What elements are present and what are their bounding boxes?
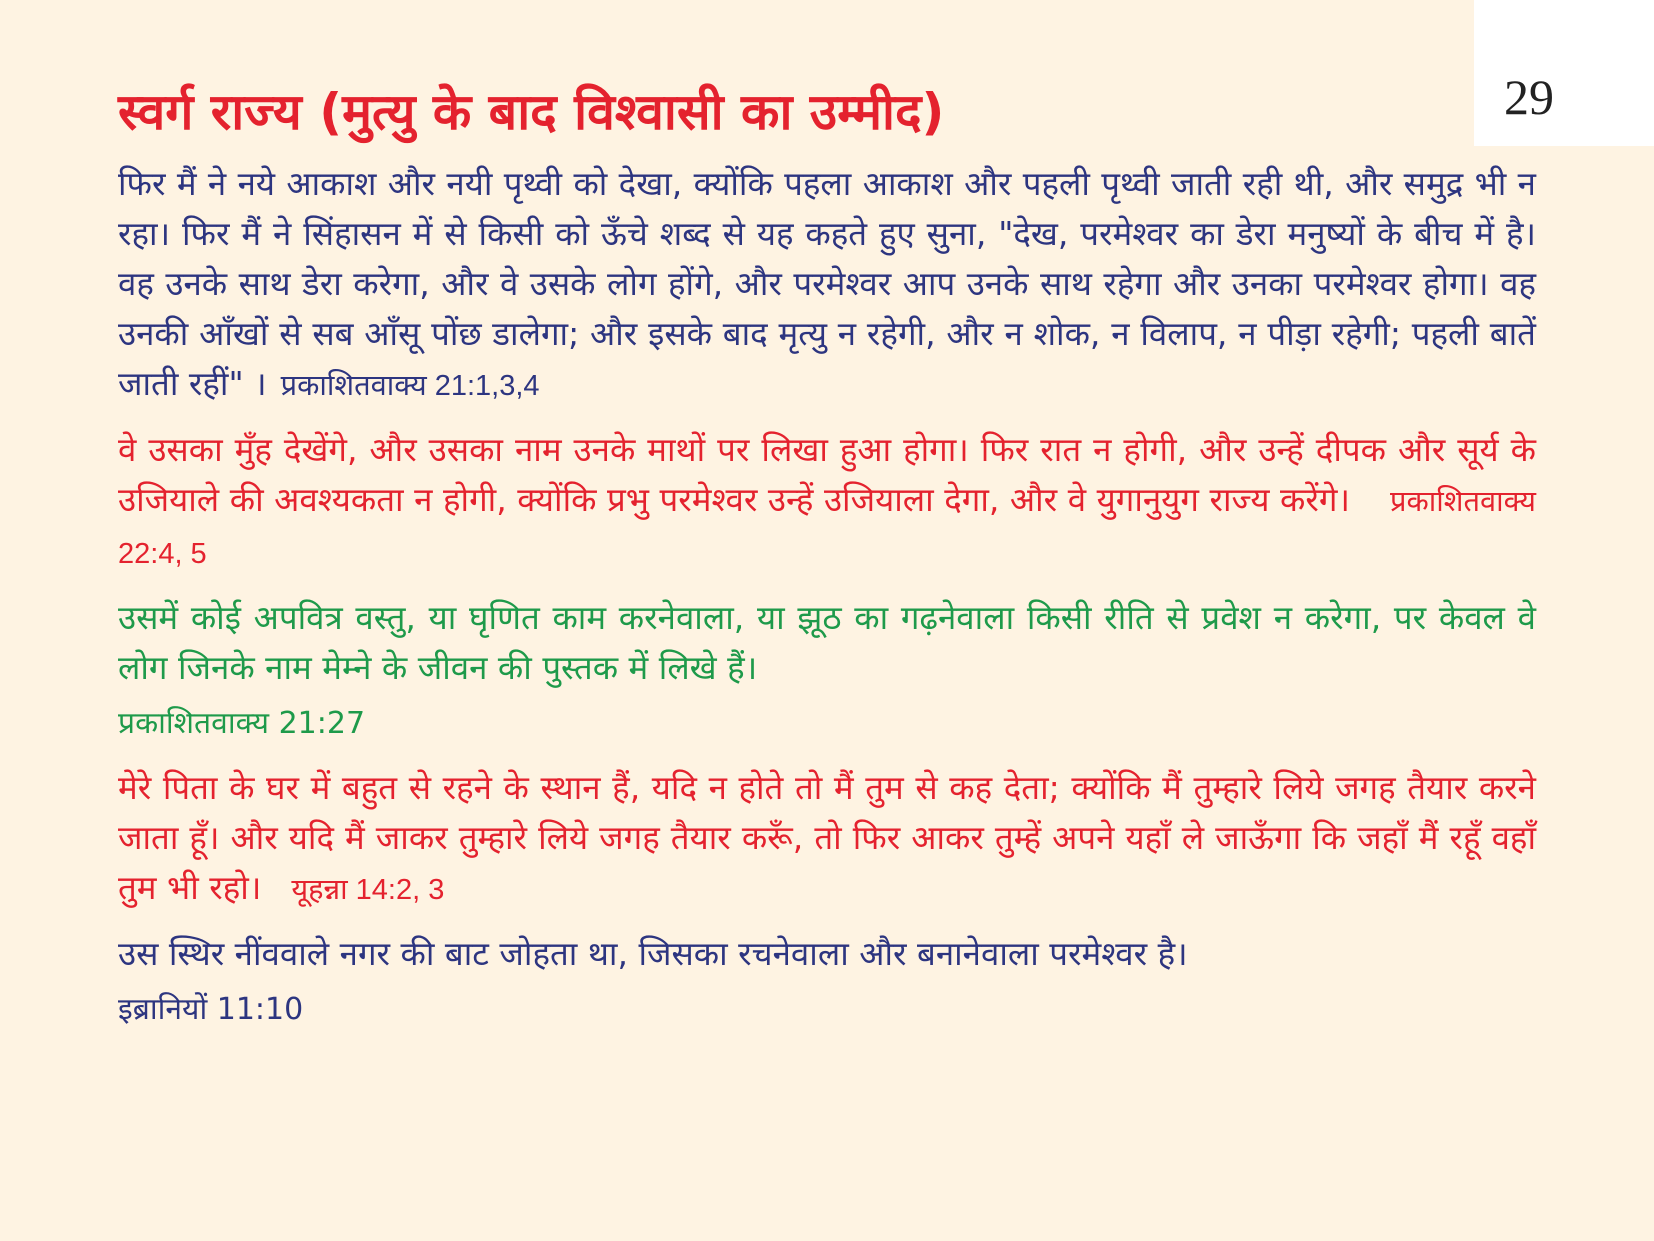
passage-text: उस स्थिर नींववाले नगर की बाट जोहता था, जिसका रचनेवाला और बनानेवाला परमेश्वर है। — [118, 934, 1188, 973]
page-title: स्वर्ग राज्य (मुत्यु के बाद विश्वासी का उम्मीद) — [118, 83, 945, 141]
passage-john-14-2 — [118, 763, 1536, 915]
scripture-reference: यूहन्ना 14:2, 3 — [291, 874, 445, 906]
scripture-reference: प्रकाशितवाक्य 22:4, 5 — [118, 486, 1536, 570]
passage-revelation-22-4 — [118, 425, 1536, 579]
page-number: 29 — [1504, 69, 1554, 125]
scripture-reference: प्रकाशितवाक्य 21:1,3,4 — [280, 370, 540, 402]
passage-text: फिर मैं ने नये आकाश और नयी पृथ्वी को देखा, क्योंकि पहला आकाश और पहली पृथ्वी जाती रही थी, और समुद्र भी न रहा। फिर मैं ने सिंहासन में से किसी को ऊँचे शब्द से यह कहते हुए सुना, "देख, परमेश्वर का डेरा मनुष्यों के बीच में है। वह उनके साथ डेरा करेगा, और वे उसके लोग होंगे, और परमेश्वर आप उनके साथ रहेगा और उनका परमेश्वर होगा। वह उनकी आँखों से सब आँसू पोंछ डालेगा; और इसके बाद मृत्यु न रहेगी, और न शोक, न विलाप, न पीड़ा रहेगी; पहली बातें जाती रहीं" । — [118, 164, 1536, 403]
passage-revelation-21-1 — [118, 159, 1536, 411]
passage-revelation-21-27 — [118, 593, 1536, 749]
passage-text: मेरे पिता के घर में बहुत से रहने के स्थान हैं, यदि न होते तो मैं तुम से कह देता; क्योंकि मैं तुम्हारे लिये जगह तैयार करने जाता हूँ। और यदि मैं जाकर तुम्हारे लिये जगह तैयार करूँ, तो फिर आकर तुम्हें अपने यहाँ ले जाऊँगा कि जहाँ मैं रहूँ वहाँ तुम भी रहो। — [118, 768, 1536, 907]
page-content — [118, 80, 1536, 1049]
scripture-reference: इब्रानियों 11:10 — [118, 992, 304, 1027]
passage-hebrews-11-10 — [118, 929, 1536, 1035]
passage-text: वे उसका मुँह देखेंगे, और उसका नाम उनके माथों पर लिखा हुआ होगा। फिर रात न होगी, और उन्हें दीपक और सूर्य के उजियाले की अवश्यकता न होगी, क्योंकि प्रभु परमेश्वर उन्हें उजियाला देगा, और वे युगानुयुग राज्य करेंगे। — [118, 430, 1536, 519]
scripture-reference: प्रकाशितवाक्य 21:27 — [118, 706, 366, 741]
passage-text: उसमें कोई अपवित्र वस्तु, या घृणित काम करनेवाला, या झूठ का गढ़नेवाला किसी रीति से प्रवेश न करेगा, पर केवल वे लोग जिनके नाम मेम्ने के जीवन की पुस्तक में लिखे हैं। — [118, 598, 1536, 687]
